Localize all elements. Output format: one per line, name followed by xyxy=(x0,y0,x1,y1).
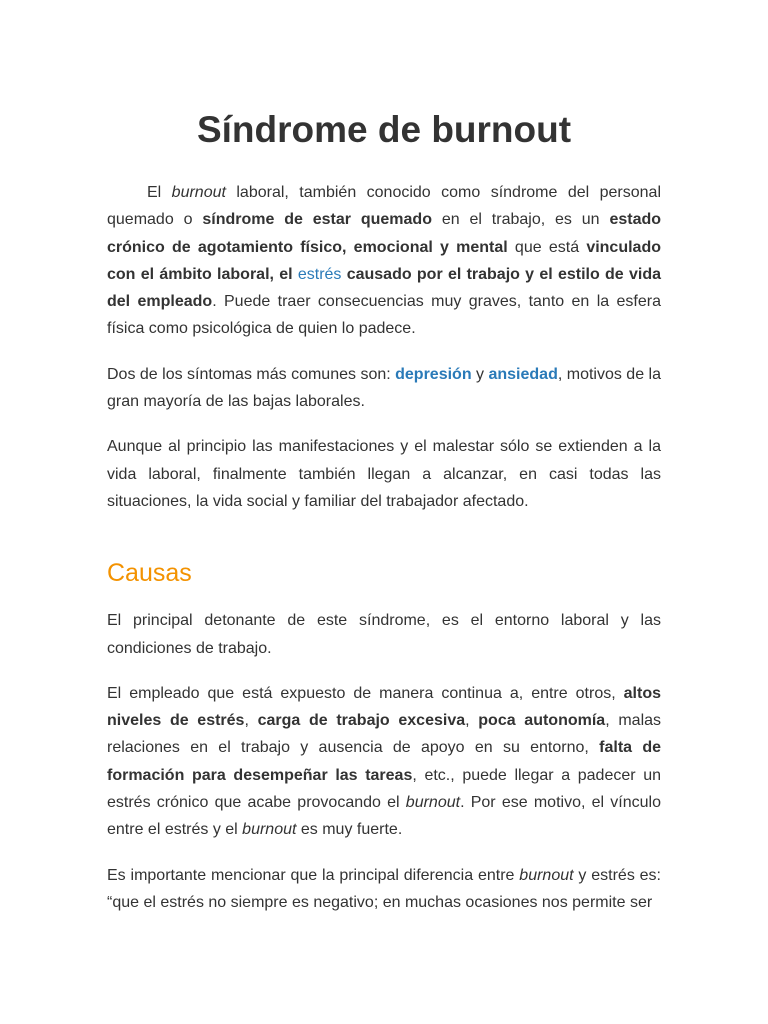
emphasis-burnout: burnout xyxy=(519,866,574,884)
bold-term: carga de trabajo excesiva xyxy=(257,712,466,730)
text-run: Dos de los síntomas más comunes son: xyxy=(107,365,396,383)
bold-term: causado por el trabajo y el estilo de vida del empleado xyxy=(107,265,661,311)
manifestations-paragraph xyxy=(107,433,661,515)
depresion-link[interactable]: depresión xyxy=(395,365,472,383)
exposure-paragraph xyxy=(107,680,661,844)
text-run: . Puede traer consecuencias muy graves, tanto en la esfera física como psicológica de quien lo padece. xyxy=(107,293,662,338)
text-run: , malas relaciones en el trabajo y ausencia de apoyo en su entorno, xyxy=(107,712,662,757)
section-heading-causas: Causas xyxy=(107,559,192,588)
bold-term: estado crónico de agotamiento físico, emocional y mental xyxy=(107,211,662,256)
bold-term: vinculado con el ámbito laboral, el xyxy=(107,238,661,283)
symptoms-paragraph xyxy=(107,361,661,416)
emphasis-burnout: burnout xyxy=(171,184,226,201)
text-run: , etc., puede llegar a padecer un estrés crónico que acabe provocando el xyxy=(107,766,662,812)
bold-term: falta de formación para desempeñar las tareas xyxy=(107,739,662,784)
text-run: en el trabajo, es un xyxy=(431,211,610,229)
text-run: que está xyxy=(507,238,587,256)
text-run: , xyxy=(465,712,479,730)
text-run: El empleado que está expuesto de manera continua a, entre otros, xyxy=(107,684,624,702)
text-run: y estrés es: “que el estrés no siempre es negativo; en muchas ocasiones nos permite ser xyxy=(107,866,662,911)
text-run: laboral, también conocido como síndrome del personal quemado o xyxy=(107,184,662,229)
text-run: es muy fuerte. xyxy=(296,821,403,839)
emphasis-burnout: burnout xyxy=(242,821,297,839)
emphasis-burnout: burnout xyxy=(405,794,461,812)
text-run: . Por ese motivo, el vínculo entre el estrés y el xyxy=(107,794,661,839)
text-run: , xyxy=(244,712,258,730)
text-run: El xyxy=(147,184,172,201)
bold-term: poca autonomía xyxy=(478,712,606,730)
bold-term: altos niveles de estrés xyxy=(107,684,661,730)
text-run: El principal detonante de este síndrome, es el entorno laboral y las condiciones de trabajo. xyxy=(107,612,661,657)
text-run: Aunque al principio las manifestaciones y el malestar sólo se extienden a la vida laboral, finalmente también llegan a alcanzar, en casi todas las situaciones, la vida social y familiar del trabajador afectado. xyxy=(107,438,661,510)
bold-term: síndrome de estar quemado xyxy=(202,211,432,229)
causes-paragraph xyxy=(107,607,661,662)
text-run: y xyxy=(471,365,489,383)
text-run: Es importante mencionar que la principal diferencia entre xyxy=(107,866,520,884)
page-title: Síndrome de burnout xyxy=(196,109,572,150)
text-run: , motivos de la gran mayoría de las bajas laborales. xyxy=(107,365,661,411)
intro-paragraph xyxy=(107,179,661,343)
ansiedad-link[interactable]: ansiedad xyxy=(488,365,558,383)
difference-paragraph xyxy=(107,862,661,917)
estres-link[interactable]: estrés xyxy=(297,265,342,283)
